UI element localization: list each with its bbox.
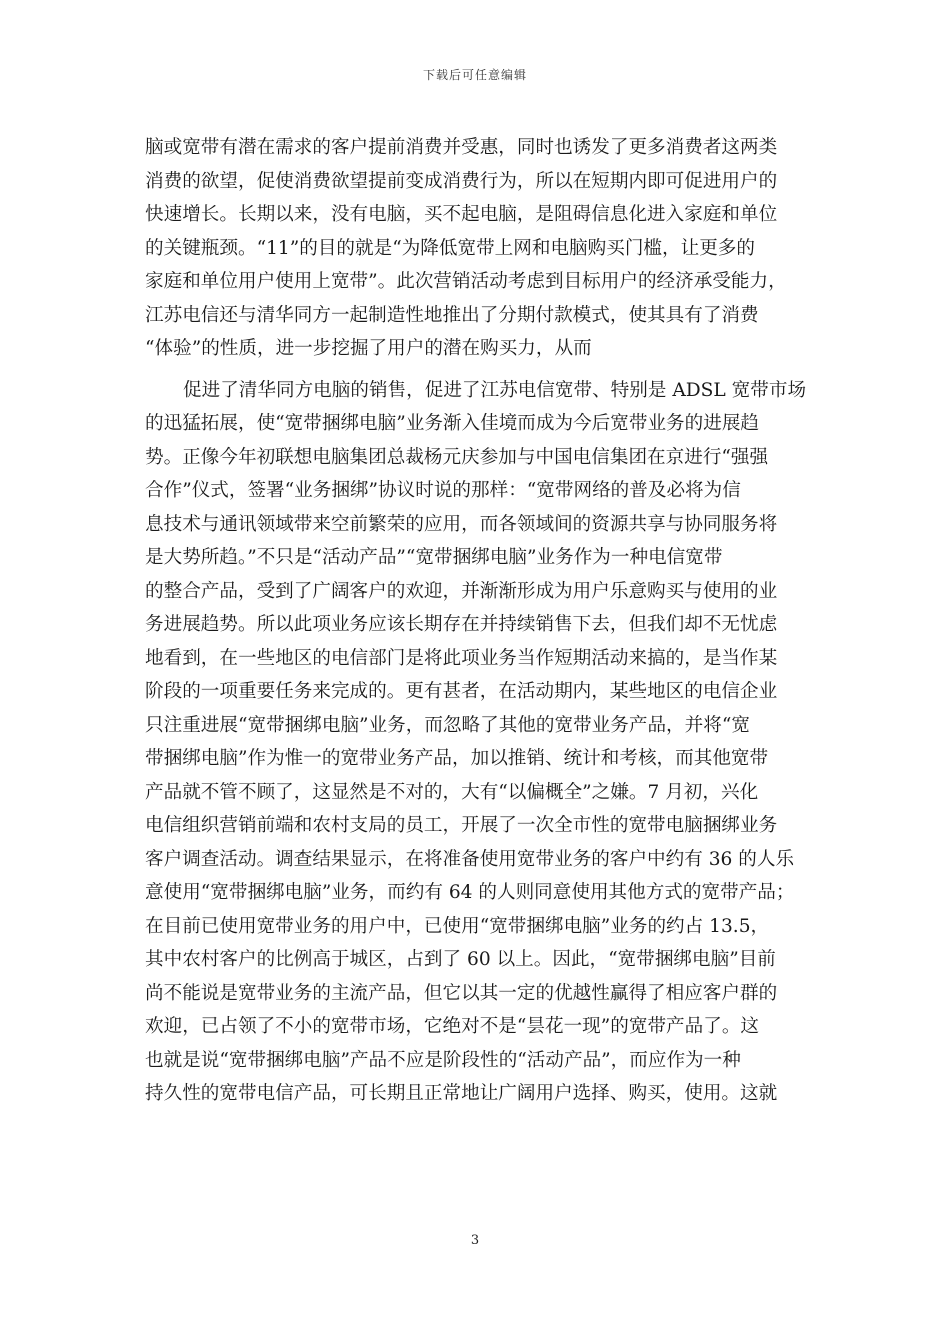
text-line: 的迅猛拓展，使“宽带捆绑电脑”业务渐入佳境而成为今后宽带业务的进展趋 xyxy=(145,413,760,434)
text-line: 势。正像今年初联想电脑集团总裁杨元庆参加与中国电信集团在京进行“强强 xyxy=(145,446,769,468)
text-line: 客户调查活动。调查结果显示，在将准备使用宽带业务的客户中约有 36 的人乐 xyxy=(145,848,795,870)
text-line: 阶段的一项重要任务来完成的。更有甚者，在活动期内，某些地区的电信企业 xyxy=(145,681,778,702)
text-line: 是大势所趋。”不只是“活动产品”“宽带捆绑电脑”业务作为一种电信宽带 xyxy=(145,547,723,568)
page-number: 3 xyxy=(470,1233,480,1248)
text-line: 的关键瓶颈。“11”的目的就是“为降低宽带上网和电脑购买门槛，让更多的 xyxy=(145,237,755,259)
text-line: 息技术与通讯领域带来空前繁荣的应用，而各领域间的资源共享与协同服务将 xyxy=(145,513,778,535)
text-line: 合作”仪式，签署“业务捆绑”协议时说的那样：“宽带网络的普及必将为信 xyxy=(145,480,741,501)
text-line: 务进展趋势。所以此项业务应该长期存在并持续销售下去，但我们却不无忧虑 xyxy=(145,614,778,635)
text-line: 欢迎，已占领了不小的宽带市场，它绝对不是“昙花一现”的宽带产品了。这 xyxy=(145,1016,760,1037)
text-line-indented: 促进了清华同方电脑的销售，促进了江苏电信宽带、特别是 ADSL 宽带市场 xyxy=(183,379,807,401)
text-line: 其中农村客户的比例高于城区，占到了 60 以上。因此，“宽带捆绑电脑”目前 xyxy=(145,949,776,970)
page-header: 下载后可任意编辑 xyxy=(422,68,527,82)
text-line: 家庭和单位用户使用上宽带”。此次营销活动考虑到目标用户的经济承受能力， xyxy=(145,271,787,292)
text-line: 江苏电信还与清华同方一起制造性地推出了分期付款模式，使其具有了消费 xyxy=(145,304,759,326)
text-line: “体验”的性质，进一步挖掘了用户的潜在购买力，从而 xyxy=(145,338,592,359)
text-line: 的整合产品，受到了广阔客户的欢迎，并渐渐形成为用户乐意购买与使用的业 xyxy=(145,580,778,602)
text-line: 只注重进展“宽带捆绑电脑”业务，而忽略了其他的宽带业务产品，并将“宽 xyxy=(145,714,750,736)
text-line: 消费的欲望，促使消费欲望提前变成消费行为，所以在短期内即可促进用户的 xyxy=(145,170,778,192)
text-line: 也就是说“宽带捆绑电脑”产品不应是阶段性的“活动产品”，而应作为一种 xyxy=(145,1049,741,1071)
text-line: 电信组织营销前端和农村支局的员工，开展了一次全市性的宽带电脑捆绑业务 xyxy=(145,815,778,836)
text-line: 持久性的宽带电信产品，可长期且正常地让广阔用户选择、购买，使用。这就 xyxy=(145,1083,778,1104)
text-line: 在目前已使用宽带业务的用户中，已使用“宽带捆绑电脑”业务的约占 13.5， xyxy=(145,915,770,937)
text-line: 快速增长。长期以来，没有电脑，买不起电脑，是阻碍信息化进入家庭和单位 xyxy=(145,204,778,225)
text-line: 产品就不管不顾了，这显然是不对的，大有“以偏概全”之嫌。7 月初，兴化 xyxy=(145,781,759,803)
text-line: 意使用“宽带捆绑电脑”业务，而约有 64 的人则同意使用其他方式的宽带产品； xyxy=(145,882,795,903)
text-line: 带捆绑电脑”作为惟一的宽带业务产品，加以推销、统计和考核，而其他宽带 xyxy=(145,748,769,769)
text-line: 地看到，在一些地区的电信部门是将此项业务当作短期活动来搞的，是当作某 xyxy=(145,647,778,669)
text-line: 脑或宽带有潜在需求的客户提前消费并受惠，同时也诱发了更多消费者这两类 xyxy=(145,137,778,158)
text-line: 尚不能说是宽带业务的主流产品，但它以其一定的优越性赢得了相应客户群的 xyxy=(145,982,778,1004)
paragraph-gap xyxy=(145,366,810,374)
body-text xyxy=(145,131,810,1111)
